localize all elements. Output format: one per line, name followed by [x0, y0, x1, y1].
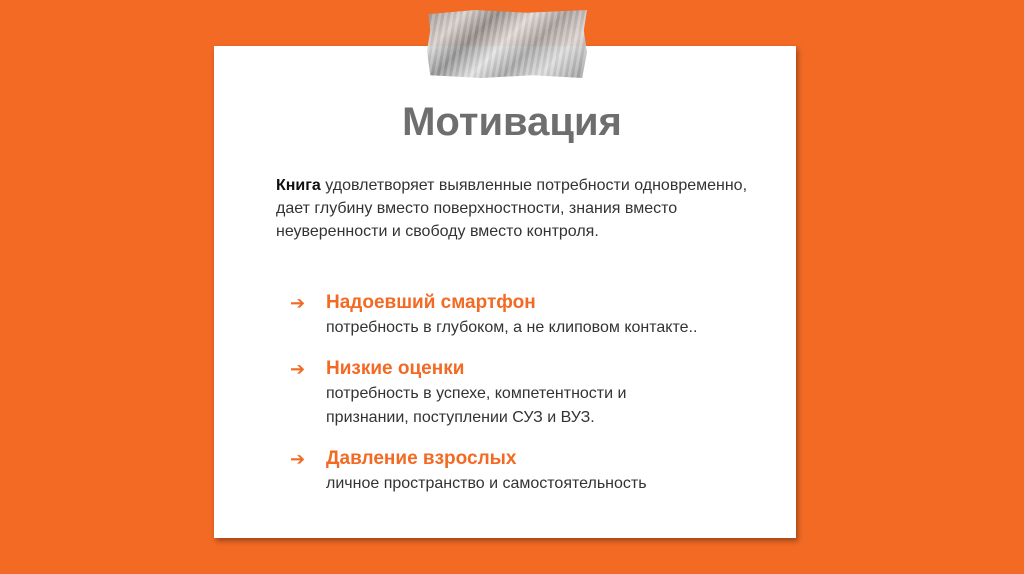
arrow-icon: ➔ — [290, 449, 306, 469]
item-description: потребность в глубоком, а не клиповом контакте.. — [326, 319, 698, 336]
tape-decoration — [427, 10, 587, 78]
arrow-icon: ➔ — [290, 293, 306, 313]
arrow-icon: ➔ — [290, 359, 306, 379]
list-item — [290, 356, 626, 430]
intro-bold: Книга — [276, 177, 321, 194]
item-description-continued: признании, поступлении СУЗ и ВУЗ. — [326, 409, 595, 426]
item-heading: Надоевший смартфон — [326, 292, 536, 313]
intro-text: удовлетворяет выявленные потребности одновременно, дает глубину вместо поверхностности, знания вместо неуверенности и свободу вместо контроля. — [276, 177, 748, 240]
item-description: потребность в успехе, компетентности и — [326, 385, 627, 402]
list-item — [290, 290, 697, 340]
intro-paragraph — [276, 174, 756, 243]
item-heading: Давление взрослых — [326, 448, 517, 469]
item-heading: Низкие оценки — [326, 358, 465, 379]
slide-title: Мотивация — [402, 100, 622, 144]
item-description: личное пространство и самостоятельность — [326, 475, 647, 492]
list-item — [290, 446, 647, 496]
